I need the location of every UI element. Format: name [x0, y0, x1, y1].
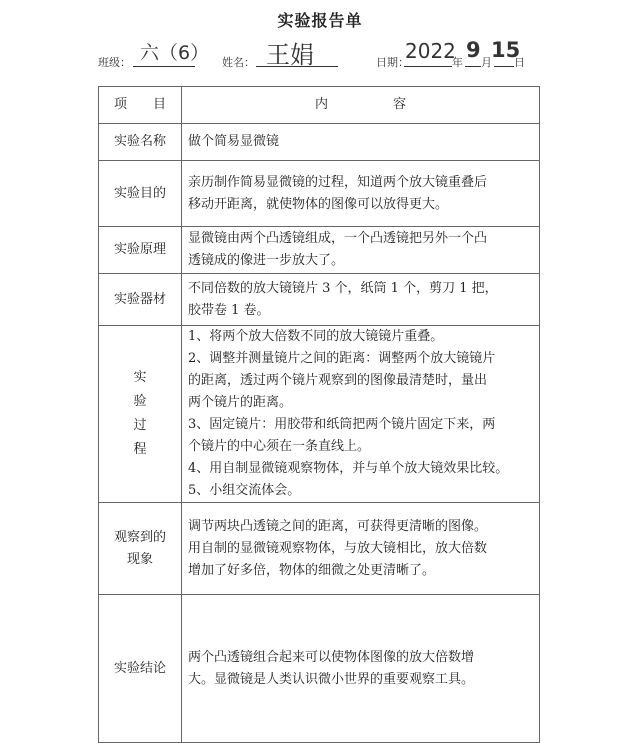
report-title: 实验报告单 [277, 11, 363, 30]
label-process-char: 程 [133, 442, 147, 457]
label-conclusion: 实验结论 [99, 595, 182, 743]
name-label: 姓名： [222, 56, 255, 69]
content-line: 3、固定镜片：用胶带和纸筒把两个镜片固定下来，两 [188, 417, 496, 432]
row-materials [99, 274, 540, 326]
content-observation [182, 503, 540, 595]
row-process [99, 326, 540, 503]
date-month: 9 [466, 38, 481, 62]
label-observation-line: 现象 [126, 551, 153, 567]
label-process [99, 326, 182, 503]
year-underline [404, 66, 452, 67]
label-principle: 实验原理 [99, 227, 182, 274]
label-observation [99, 503, 182, 595]
header-item: 项 目 [99, 87, 182, 124]
report-table [98, 86, 540, 743]
class-value: 六（6） [140, 42, 210, 64]
month-suffix: 月 [481, 56, 492, 69]
content-line: 亲历制作简易显微镜的过程，知道两个放大镜重叠后 [188, 174, 488, 190]
date-label: 日期： [376, 56, 409, 69]
row-principle [99, 227, 540, 274]
content-line: 调节两块凸透镜之间的距离，可获得更清晰的图像。 [188, 518, 488, 534]
content-line: 移动开距离，就使物体的图像可以放得更大。 [188, 196, 449, 212]
name-value: 王娟 [266, 41, 314, 69]
label-materials: 实验器材 [99, 274, 182, 326]
day-suffix: 日 [514, 56, 525, 69]
content-line: 显微镜由两个凸透镜组成，一个凸透镜把另外一个凸 [188, 231, 488, 246]
content-line: 透镜成的像进一步放大了。 [188, 253, 345, 268]
row-purpose [99, 161, 540, 227]
content-line: 2、调整并测量镜片之间的距离：调整两个放大镜镜片 [188, 351, 496, 366]
label-experiment-name: 实验名称 [99, 124, 182, 161]
content-line: 用自制的显微镜观察物体，与放大镜相比，放大倍数 [188, 540, 488, 556]
row-experiment-name [99, 124, 540, 161]
content-line: 的距离，透过两个镜片观察到的图像最清楚时，量出 [188, 373, 488, 388]
header-content: 内 容 [182, 87, 540, 124]
date-day: 15 [491, 38, 521, 62]
day-underline [494, 66, 514, 67]
row-conclusion [99, 595, 540, 743]
content-line: 1、将两个放大倍数不同的放大镜镜片重叠。 [188, 329, 444, 344]
label-observation-line: 观察到的 [113, 529, 166, 545]
label-purpose: 实验目的 [99, 161, 182, 227]
class-underline [133, 66, 195, 67]
content-line: 5、小组交流体会。 [188, 483, 301, 498]
content-materials [182, 274, 540, 326]
content-line: 胶带卷 1 卷。 [188, 302, 270, 318]
class-label: 班级： [98, 56, 131, 69]
content-conclusion [182, 595, 540, 743]
content-purpose [182, 161, 540, 227]
content-line: 不同倍数的放大镜镜片 3 个，纸筒 1 个，剪刀 1 把， [188, 280, 498, 296]
content-line: 个镜片的中心须在一条直线上。 [188, 439, 371, 454]
content-line: 增加了好多倍，物体的细微之处更清晰了。 [188, 562, 436, 578]
content-line: 两个镜片的距离。 [188, 395, 293, 410]
content-principle [182, 227, 540, 274]
month-underline [465, 66, 481, 67]
year-suffix: 年 [452, 56, 463, 69]
content-process [182, 326, 540, 503]
content-line: 两个凸透镜组合起来可以使物体图像的放大倍数增 [188, 649, 475, 665]
content-experiment-name: 做个简易显微镜 [182, 124, 540, 161]
label-process-char: 验 [133, 394, 147, 409]
label-process-char: 实 [133, 370, 147, 385]
row-observation [99, 503, 540, 595]
label-process-char: 过 [133, 418, 147, 433]
content-line: 大。显微镜是人类认识微小世界的重要观察工具。 [188, 671, 475, 687]
table-header-row [99, 87, 540, 124]
date-year: 2022 [405, 39, 456, 63]
content-line: 4、用自制显微镜观察物体，并与单个放大镜效果比较。 [188, 461, 509, 476]
